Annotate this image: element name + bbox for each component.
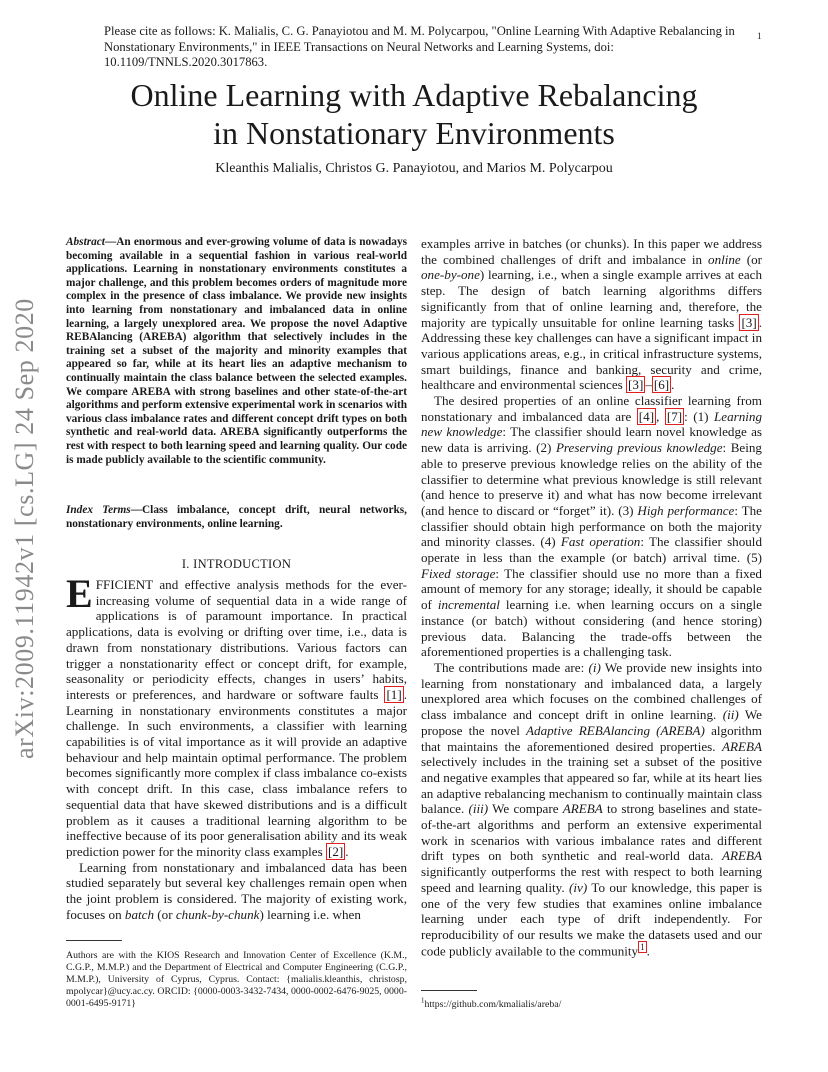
footnote-link[interactable]: 1 <box>640 941 645 952</box>
footnote-url[interactable]: https://github.com/kmalialis/areba/ <box>424 999 562 1010</box>
intro-paragraph-2-continued: examples arrive in batches (or chunks). In this paper we address the combined challenges of drift and imbalance in online (or one-by-one) learning, i.e., when a single example arrives at each step. The design of batch learning algorithms differs significantly from that of online learning and, therefore, the majority are typically unsuitable for online learning tasks [3] . Addressing these key challenges can have a significant impact in various applications areas, e.g., in critical infrastructure systems, smart buildings, finance and banking, security and crime, healthcare and environmental sciences [3] – [6] . <box>421 236 762 393</box>
citation-link[interactable]: [3] <box>741 314 757 330</box>
url-footnote <box>421 999 762 1010</box>
citation-link[interactable]: [7] <box>666 408 683 424</box>
footnote-rule <box>66 940 122 941</box>
abstract <box>66 236 407 467</box>
citation-link[interactable]: [1] <box>386 686 402 702</box>
desired-properties-paragraph: The desired properties of an online classifier learning from nonstationary and imbalanced data are [4] , [7] : (1) Learning new knowledge: The classifier should learn novel knowledge as new data is arriving. (2) Preserving previous knowledge: Being able to preserve previous knowledge relies on the ability of the classifier to determine what previous knowledge is still relevant (and hence to preserve it) and what has now become irrelevant (and hence to discard or “forget” it). (3) High performance: The classifier should obtain high performance on both the majority and minority classes. (4) Fast operation: The classifier should operate in less than the example (or batch) arrival time. (5) Fixed storage: The classifier should use no more than a fixed amount of memory for any storage; ideally, it should be capable of incremental learning i.e. when learning occurs on a single instance (or batch) without considering (and hence storing) previous data. Balancing the trade-offs between the aforementioned properties is a challenging task. <box>421 393 763 660</box>
left-column-body <box>66 571 407 922</box>
citation-link[interactable]: [4] <box>638 408 655 424</box>
arxiv-identifier-stamp: arXiv:2009.11942v1 [cs.LG] 24 Sep 2020 <box>10 298 39 759</box>
abstract-text: —An enormous and ever-growing volume of data is nowadays becoming available in a sequential fashion in various real-world applications. Learning in nonstationary environments constitutes a major challenge, and this problem becomes orders of magnitude more complex in the presence of class imbalance. We provide new insights into learning from nonstationary and imbalanced data in online learning, a largely unexplored area. We propose the novel Adaptive REBAlancing (AREBA) algorithm that selectively includes in the training set a subset of the majority and minority examples that appeared so far, while at its heart lies an adaptive mechanism to continually maintain the class balance between the selected examples. We compare AREBA with strong baselines and other state-of-the-art algorithms and perform extensive experimental work in scenarios with various class imbalance rates and different concept drift types on both synthetic and real-world data. AREBA significantly outperforms the rest with respect to both learning speed and learning quality. Our code is made publicly available to the scientific community. <box>66 236 407 466</box>
citation-link[interactable]: [2] <box>327 843 344 859</box>
index-terms-text: —Class imbalance, concept drift, neural networks, nonstationary environments, online learning. <box>66 504 408 530</box>
footnote-mark: 1 <box>421 997 425 1005</box>
page-number: 1 <box>757 31 762 41</box>
paper-title-line-1: Online Learning with Adaptive Rebalancing <box>130 77 698 113</box>
index-terms <box>66 504 407 531</box>
citation-note: Please cite as follows: K. Malialis, C. G. Panayiotou and M. M. Polycarpou, "Online Learning With Adaptive Rebalancing in Nonstationary Environments," in IEEE Transactions on Neural Networks and Learning Systems, doi: 10.1109/TNNLS.2020.3017863. <box>104 24 735 70</box>
intro-paragraph-2: Learning from nonstationary and imbalanced data has been studied separately but several key challenges remain open when the joint problem is considered. The majority of existing work, focuses on batch (or chunk-by-chunk) learning i.e. when <box>66 859 407 922</box>
citation-link[interactable]: [6] <box>653 377 670 393</box>
drop-cap: E <box>66 571 93 616</box>
author-list: Kleanthis Malialis, Christos G. Panayiotou, and Marios M. Polycarpou <box>215 161 613 176</box>
footnote-rule <box>421 990 477 991</box>
section-heading-introduction: I. INTRODUCTION <box>181 557 292 571</box>
paper-title-line-2: in Nonstationary Environments <box>213 115 615 151</box>
index-terms-label: Index Terms <box>66 504 131 516</box>
intro-paragraph-1: EFFICIENT and effective analysis methods for the ever-increasing volume of sequential data in a wide range of applications is of paramount importance. In practical applications, data is evolving or drifting over time, i.e., data is drawn from nonstationary distributions. Various factors can trigger a nonstationarity effect or concept drift, for example, seasonality or periodicity effects, changes in users’ habits, interests or preferences, and hardware or software faults [1] . Learning in nonstationary environments constitutes a major challenge. In such environments, a classifier with learning capabilities is of vital importance as it will provide an adaptive behaviour and help maintain optimal performance. The problem becomes significantly more complex if class imbalance co-exists with concept drift. In this case, class imbalance refers to sequential data that have skewed distributions and is a difficult problem as it causes a traditional learning algorithm to be ineffective because of its poor generalisation ability and its weak prediction power for the minority class examples [2] . <box>66 571 407 859</box>
affiliation-footnote: Authors are with the KIOS Research and Innovation Center of Excellence (K.M., C.G.P., M.M.P.) and the Department of Electrical and Computer Engineering (C.G.P., M.M.P.), University of Cyprus, Cyprus. Contact: {malialis.kleanthis, christosp, mpolycar}@ucy.ac.cy. ORCID: {0000-0003-3432-7434, 0000-0002-6476-9025, 0000-0001-6495-9171} <box>66 950 407 1009</box>
citation-link[interactable]: [3] <box>628 377 644 393</box>
abstract-label: Abstract <box>66 236 105 248</box>
right-column-body <box>421 236 762 959</box>
contributions-paragraph: The contributions made are: (i) We provide new insights into learning from nonstationary and imbalanced data, a largely unexplored area which focuses on the combined challenges of class imbalance and concept drift in online learning. (ii) We propose the novel Adaptive REBAlancing (AREBA) algorithm that maintains the aforementioned desired properties. AREBA selectively includes in the training set a subset of the positive and negative examples that appeared so far, while at its heart lies an adaptive rebalancing mechanism to continually maintain class balance. (iii) We compare AREBA to strong baselines and state-of-the-art algorithms and perform an extensive experimental work in scenarios with various imbalance rates and different drift types on both synthetic and real-world data. AREBA significantly outperforms the rest with respect to both learning speed and learning quality. (iv) To our knowledge, this paper is one of the very few studies that examines online imbalance learning under each type of drift independently. For reproducibility of our results we make the datasets used and our code publicly available to the community $^1$ . <box>421 659 763 958</box>
